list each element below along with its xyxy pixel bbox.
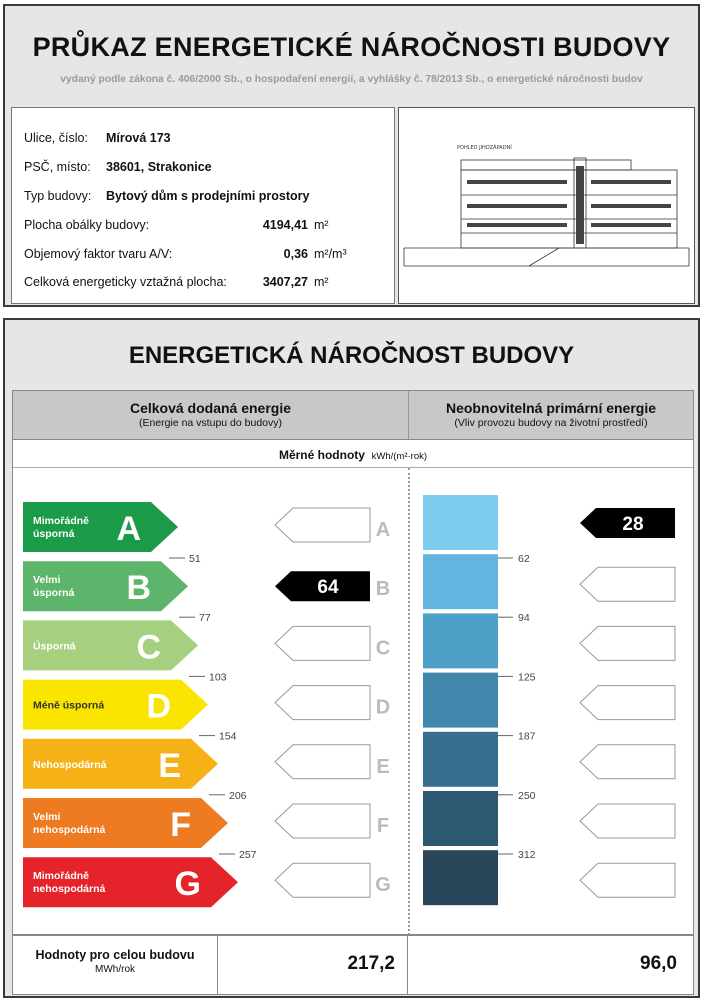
- building-drawing-svg: [399, 108, 694, 303]
- building-windows: [467, 166, 671, 244]
- primary-bar-g: [423, 850, 498, 905]
- certificate-header-panel: [3, 4, 700, 307]
- delivered-marker-outline-f: [275, 804, 370, 838]
- primary-bar-b: [423, 554, 498, 609]
- class-label-c: Úsporná: [33, 640, 76, 653]
- type-value: Bytový dům s prodejními prostory: [106, 189, 310, 203]
- drawing-caption: POHLED JIHOZÁPADNÍ: [457, 145, 512, 151]
- delivered-class-letter-c: C: [375, 637, 391, 660]
- delivered-marker-outline-d: [275, 686, 370, 720]
- delivered-class-letter-f: F: [376, 815, 390, 837]
- primary-bar-a: [423, 495, 498, 550]
- class-letter-a: A: [116, 510, 141, 548]
- class-letter-f: F: [170, 806, 191, 844]
- class-label-a-line2: úsporná: [33, 528, 75, 540]
- class-label-f-line1: Velmi: [33, 811, 61, 823]
- delivered-energy-subtitle: (Energie na vstupu do budovy): [138, 417, 282, 429]
- envelope-value: 4194,41: [262, 218, 308, 232]
- reference-area-label: Celková energeticky vztažná plocha:: [24, 275, 227, 289]
- delivered-marker-outline-g: [275, 863, 370, 897]
- primary-threshold-label: 312: [518, 849, 536, 861]
- reference-area-unit: m²: [314, 275, 329, 289]
- primary-marker-outline-c: [580, 626, 675, 660]
- delivered-threshold-label: 206: [229, 789, 247, 802]
- delivered-class-letter-e: E: [376, 755, 390, 778]
- primary-threshold-label: 187: [518, 730, 536, 743]
- certificate-subtitle: vydaný podle zákona č. 406/2000 Sb., o hospodaření energií, a vyhlášky č. 78/2013 Sb., o energetické náročnosti budov: [60, 74, 643, 85]
- primary-bar-e: [423, 732, 498, 787]
- whole-building-label-cell: [13, 936, 218, 994]
- primary-bar-f: [423, 791, 498, 846]
- shape-factor-value: 0,36: [283, 247, 308, 261]
- shape-factor-label: Objemový faktor tvaru A/V:: [24, 247, 173, 261]
- primary-marker-outline-e: [580, 745, 675, 779]
- class-label-g-line1: Mimořádně: [33, 870, 90, 883]
- whole-building-unit: MWh/rok: [95, 964, 135, 975]
- class-arrow-f: [23, 798, 228, 848]
- delivered-class-letter-d: D: [375, 696, 391, 719]
- street-value: Mírová 173: [106, 131, 171, 145]
- primary-bar-c: [423, 613, 498, 668]
- reference-area-row: [24, 275, 329, 289]
- delivered-class-letter-b: B: [375, 578, 391, 601]
- delivered-class-letter-g: G: [375, 874, 391, 897]
- envelope-row: [24, 218, 329, 232]
- primary-threshold-label: 125: [518, 671, 536, 684]
- energy-performance-panel: [3, 318, 700, 998]
- delivered-value-label: 64: [317, 577, 339, 599]
- delivered-marker-outline-a: [275, 508, 370, 542]
- delivered-marker-outline-c: [275, 626, 370, 660]
- primary-marker-outline-b: [580, 567, 675, 601]
- delivered-energy-title: Celková dodaná energie: [129, 400, 292, 416]
- energy-class-scale: [13, 440, 693, 935]
- column-headers: [12, 390, 694, 440]
- delivered-threshold-label: 257: [239, 849, 257, 861]
- city-label: PSČ, místo:: [24, 160, 91, 174]
- delivered-total-cell: [219, 936, 408, 994]
- class-letter-c: C: [136, 628, 161, 667]
- shape-factor-row: [24, 247, 347, 261]
- delivered-threshold-label: 51: [189, 553, 201, 565]
- specific-values-unit: kWh/(m²·rok): [371, 451, 428, 462]
- class-letter-g: G: [174, 865, 201, 904]
- primary-marker-outline-f: [580, 804, 675, 838]
- primary-energy-subtitle: (Vliv provozu budovy na životní prostředí): [454, 417, 648, 429]
- primary-threshold-label: 94: [518, 612, 530, 625]
- class-label-d: Méně úsporná: [33, 699, 105, 712]
- delivered-energy-total: 217,2: [347, 953, 395, 974]
- delivered-threshold-label: 103: [209, 671, 227, 684]
- class-letter-b: B: [126, 569, 151, 608]
- delivered-threshold-label: 154: [219, 730, 237, 743]
- certificate-title: PRŮKAZ ENERGETICKÉ NÁROČNOSTI BUDOVY: [32, 32, 671, 62]
- envelope-unit: m²: [314, 218, 329, 232]
- city-value: 38601, Strakonice: [106, 160, 212, 174]
- primary-total-cell: [409, 936, 693, 994]
- primary-value-label: 28: [622, 514, 644, 535]
- primary-energy-title: Neobnovitelná primární energie: [445, 400, 657, 416]
- primary-bar-d: [423, 673, 498, 728]
- city-row: [24, 160, 212, 174]
- building-elevation-drawing: [398, 107, 695, 304]
- primary-energy-header: [409, 391, 693, 439]
- building-info-box: [11, 107, 395, 304]
- class-label-b-line2: úsporná: [33, 587, 75, 600]
- building-outline: [404, 158, 689, 266]
- class-label-g-line2: nehospodárná: [33, 883, 106, 896]
- delivered-energy-header: [13, 391, 408, 439]
- class-label-b-line1: Velmi: [33, 574, 61, 587]
- rating-scale-area: [12, 440, 694, 935]
- primary-energy-total: 96,0: [640, 953, 677, 974]
- delivered-marker-outline-e: [275, 745, 370, 779]
- primary-marker-outline-d: [580, 686, 675, 720]
- primary-threshold-label: 62: [518, 553, 530, 565]
- class-label-e: Nehospodárná: [33, 758, 107, 771]
- whole-building-label: Hodnoty pro celou budovu: [35, 948, 195, 962]
- delivered-class-letter-a: A: [375, 519, 391, 541]
- shape-factor-unit: m²/m³: [314, 247, 347, 261]
- primary-marker-outline-g: [580, 863, 675, 897]
- whole-building-values-row: [12, 935, 694, 995]
- delivered-threshold-label: 77: [199, 612, 211, 625]
- class-arrow-a: [23, 502, 178, 552]
- energy-performance-title: ENERGETICKÁ NÁROČNOST BUDOVY: [128, 342, 575, 369]
- street-label: Ulice, číslo:: [24, 131, 88, 145]
- type-row: [24, 189, 310, 203]
- primary-threshold-label: 250: [518, 789, 536, 802]
- envelope-label: Plocha obálky budovy:: [24, 218, 150, 232]
- specific-values-label: Měrné hodnoty: [278, 448, 365, 462]
- class-letter-e: E: [158, 746, 181, 785]
- class-label-f-line2: nehospodárná: [33, 824, 106, 836]
- class-letter-d: D: [146, 687, 171, 726]
- street-row: [24, 131, 171, 145]
- class-label-a-line1: Mimořádně: [33, 515, 90, 527]
- type-label: Typ budovy:: [24, 189, 92, 203]
- reference-area-value: 3407,27: [262, 275, 308, 289]
